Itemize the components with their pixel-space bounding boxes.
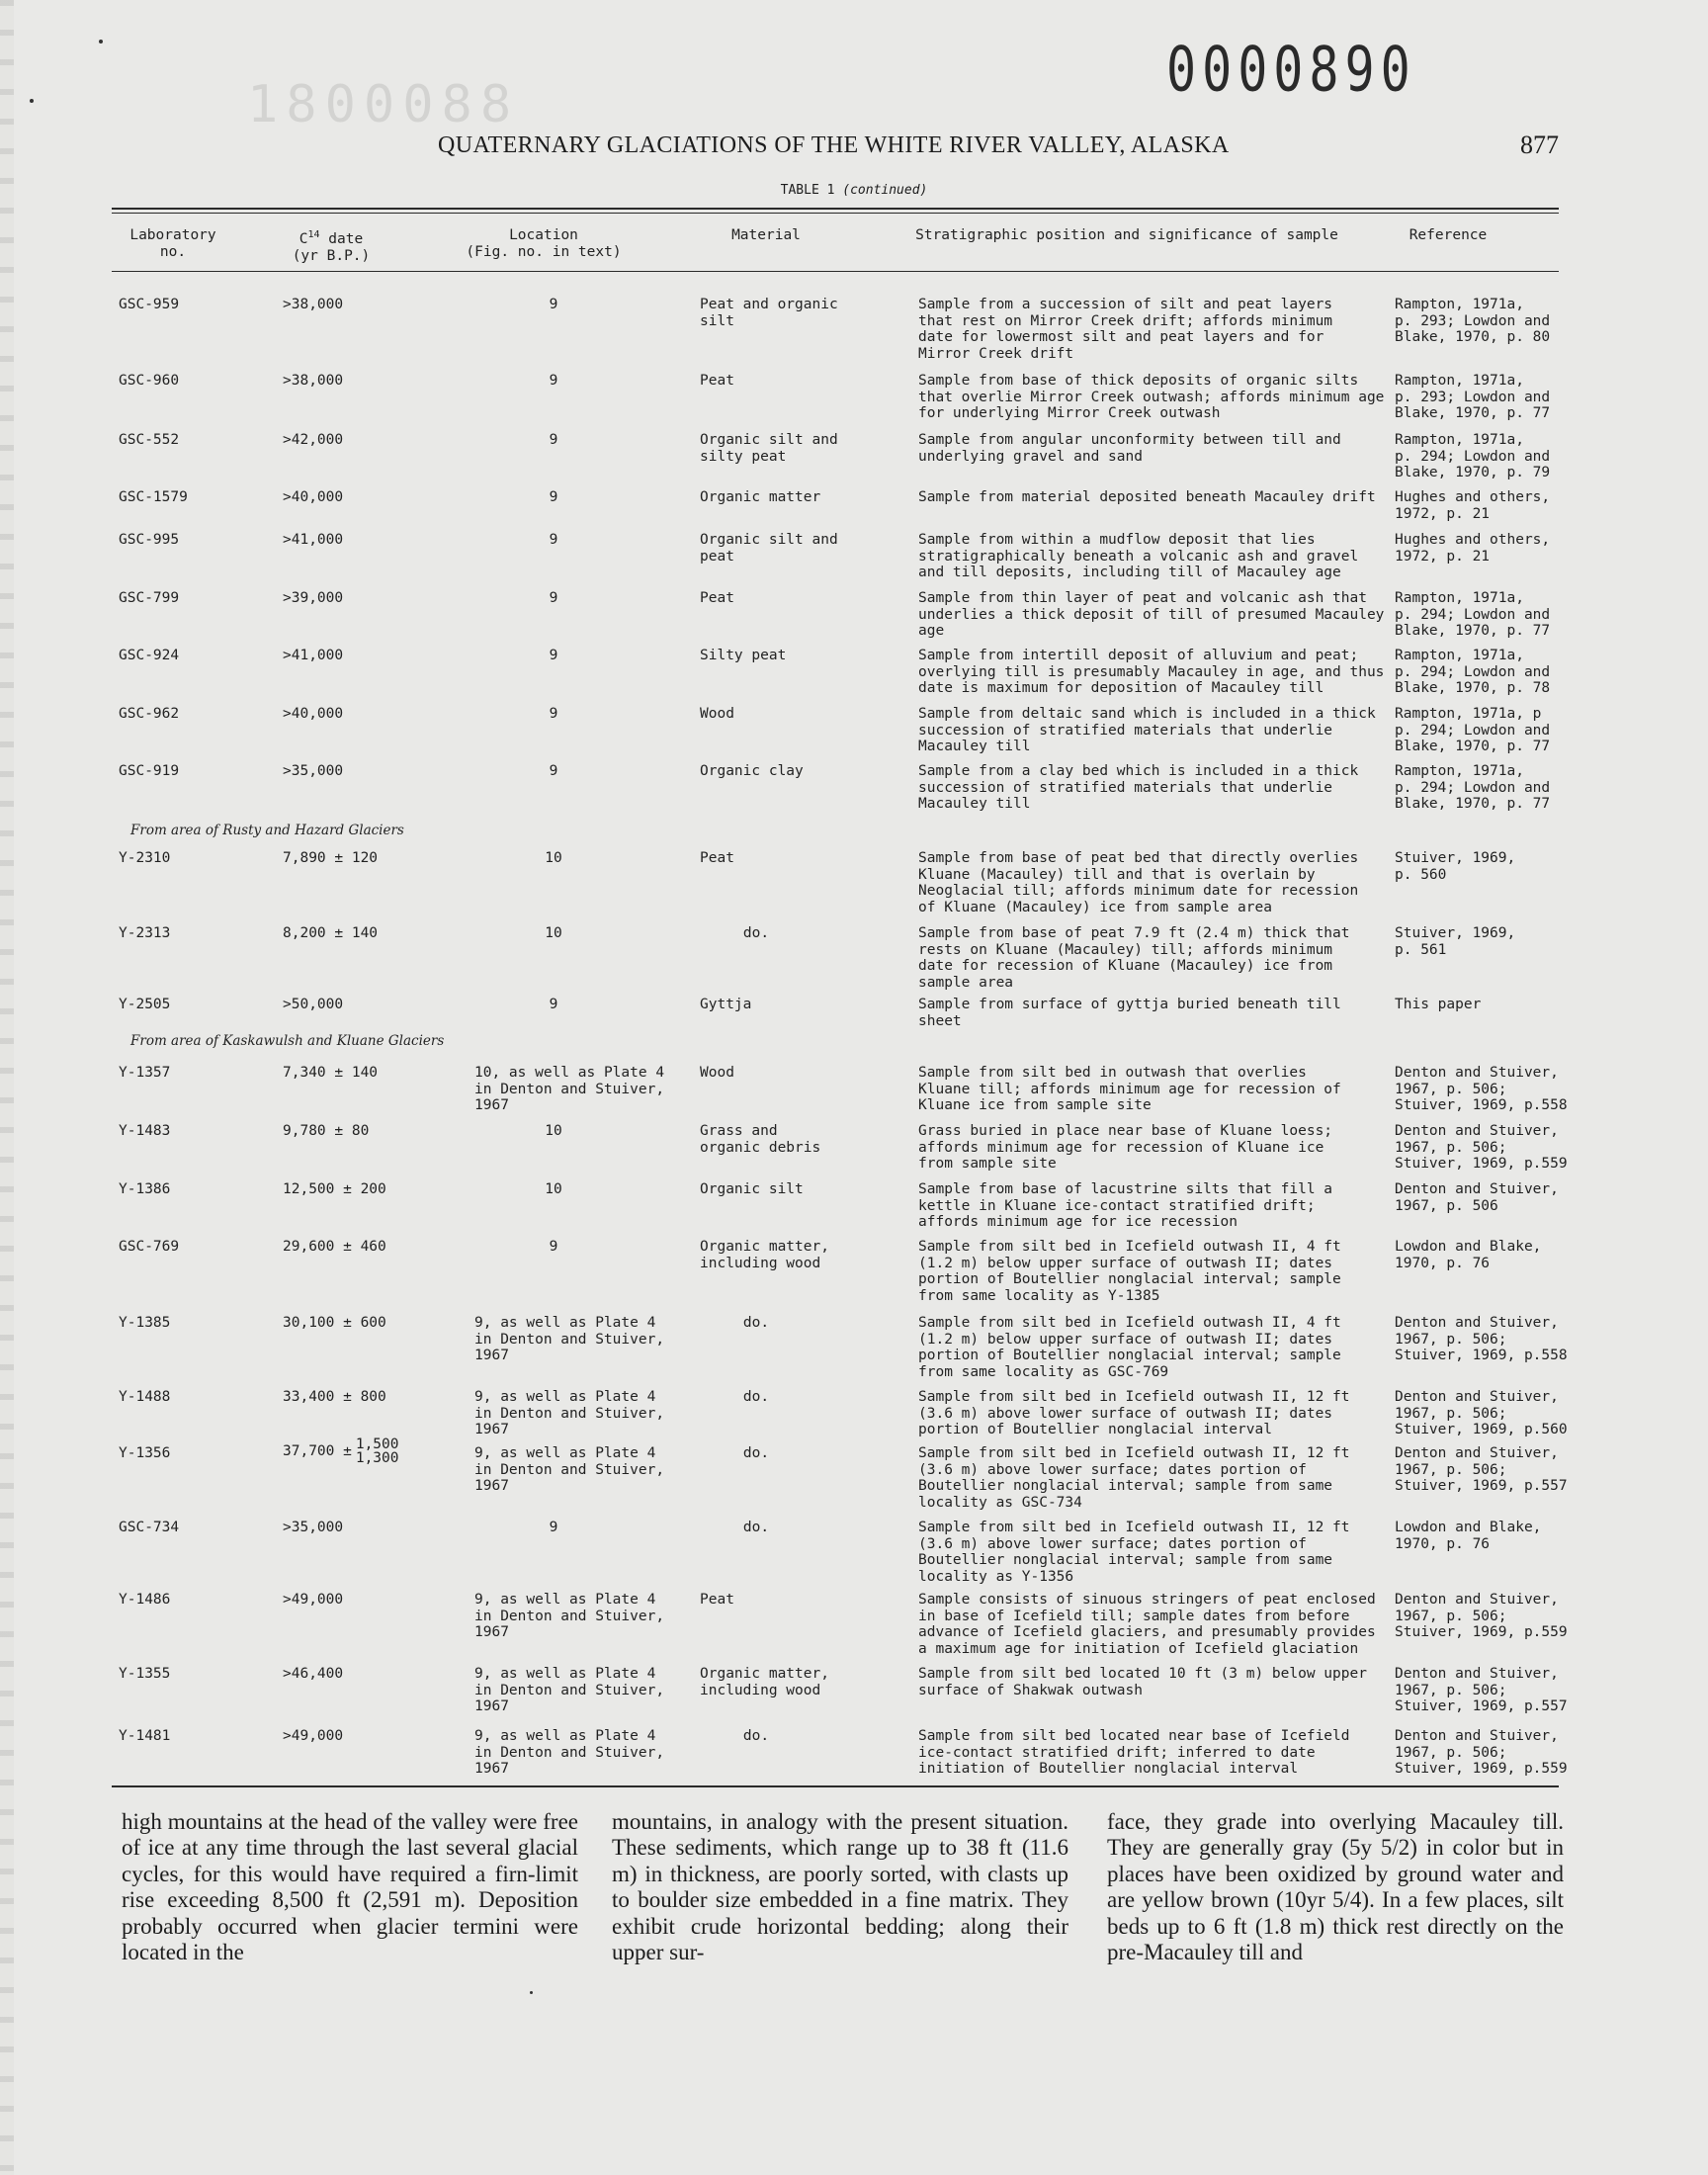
- scanned-sheet-edge: [0, 0, 14, 2175]
- table-cell-lab: Y-1355: [119, 1666, 171, 1682]
- table-cell-loc: 9: [549, 373, 558, 389]
- table-cell-loc: 9: [549, 297, 558, 312]
- table-cell-loc: 10: [545, 925, 562, 941]
- table-cell-mat: do.: [742, 1389, 770, 1405]
- table-cell-loc: 9: [549, 706, 558, 722]
- table-cell-date: >38,000: [283, 297, 344, 312]
- table-cell-strat: Sample from a succession of silt and peat layers that rest on Mirror Creek drift; affords minimum date for lowermost silt and peat layers and for Mirror Creek drift: [918, 297, 1333, 362]
- table-cell-ref: Stuiver, 1969, p. 561: [1395, 925, 1516, 958]
- table-cell-loc: 9: [549, 489, 558, 505]
- table-cell-mat: Peat: [700, 373, 734, 389]
- table-cell-lab: GSC-960: [119, 373, 180, 389]
- table-cell-mat: Peat: [700, 850, 734, 866]
- table-title: [0, 183, 1708, 198]
- table-cell-ref: Rampton, 1971a, p. 293; Lowdon and Blake, 1970, p. 80: [1395, 297, 1551, 345]
- table-cell-mat: Organic matter, including wood: [700, 1239, 829, 1271]
- table-cell-strat: Sample from silt bed in Icefield outwash II, 12 ft (3.6 m) above lower surface of outwash II; dates portion of Boutellier nonglacial interval: [918, 1389, 1350, 1437]
- column-header-reference: Reference: [1409, 227, 1488, 243]
- table-top-rule-thin: [112, 213, 1559, 214]
- table-cell-ref: Rampton, 1971a, p p. 294; Lowdon and Blake, 1970, p. 77: [1395, 706, 1551, 754]
- table-cell-loc: 9, as well as Plate 4 in Denton and Stuiver, 1967: [474, 1666, 665, 1714]
- table-top-rule: [112, 208, 1559, 210]
- table-cell-date: 8,200 ± 140: [283, 925, 379, 941]
- table-cell-lab: GSC-924: [119, 648, 180, 663]
- table-cell-mat: Wood: [700, 1065, 734, 1081]
- table-cell-lab: GSC-799: [119, 590, 180, 606]
- page-number: 877: [1520, 130, 1559, 159]
- table-cell-loc: 9: [549, 763, 558, 779]
- table-section-heading: From area of Rusty and Hazard Glaciers: [130, 823, 404, 838]
- table-cell-loc: 9, as well as Plate 4 in Denton and Stuiver, 1967: [474, 1389, 665, 1437]
- table-cell-date: 7,890 ± 120: [283, 850, 379, 866]
- table-cell-date: >49,000: [283, 1592, 344, 1608]
- table-cell-loc: 9: [549, 1239, 558, 1255]
- table-cell-strat: Sample from base of peat 7.9 ft (2.4 m) thick that rests on Kluane (Macauley) till; affords minimum date for recession of Kluane (Macauley) ice from sample area: [918, 925, 1350, 991]
- table-cell-mat: do.: [742, 1520, 770, 1535]
- table-cell-date: >35,000: [283, 763, 344, 779]
- table-cell-strat: Sample from silt bed in outwash that overlies Kluane till; affords minimum age for recession of Kluane ice from sample site: [918, 1065, 1341, 1113]
- date-asymmetric-error: [356, 1437, 399, 1465]
- table-cell-mat: Gyttja: [700, 997, 752, 1012]
- table-cell-strat: Sample from silt bed in Icefield outwash II, 4 ft (1.2 m) below upper surface of outwash II; dates portion of Boutellier nonglacial interval; sample from same locality as Y-1385: [918, 1239, 1341, 1304]
- date-error-plus: 1,500: [355, 1436, 399, 1452]
- table-cell-lab: Y-1356: [119, 1445, 171, 1461]
- table-cell-date: 9,780 ± 80: [283, 1123, 370, 1139]
- table-cell-strat: Sample from base of lacustrine silts that fill a kettle in Kluane ice-contact stratified drift; affords minimum age for ice recession: [918, 1181, 1333, 1230]
- table-cell-ref: Denton and Stuiver, 1967, p. 506; Stuiver, 1969, p.559: [1395, 1123, 1568, 1172]
- table-cell-loc: 10: [545, 1181, 562, 1197]
- column-header-date: [267, 227, 395, 264]
- table-cell-ref: Hughes and others, 1972, p. 21: [1395, 489, 1551, 522]
- table-cell-strat: Sample from surface of gyttja buried beneath till sheet: [918, 997, 1341, 1029]
- table-cell-mat: Peat: [700, 1592, 734, 1608]
- table-cell-loc: 9, as well as Plate 4 in Denton and Stuiver, 1967: [474, 1445, 665, 1494]
- table-cell-loc: 9: [549, 648, 558, 663]
- table-cell-strat: Sample from intertill deposit of alluvium and peat; overlying till is presumably Macauley in age, and thus date is maximum for deposition of Macauley till: [918, 648, 1385, 696]
- table-cell-strat: Sample from a clay bed which is included in a thick succession of stratified materials that underlie Macauley till: [918, 763, 1359, 812]
- date-header-text: date (yr B.P.): [292, 231, 371, 264]
- table-cell-mat: do.: [742, 1315, 770, 1331]
- table-cell-mat: Organic matter: [700, 489, 821, 505]
- table-cell-mat: Organic clay: [700, 763, 804, 779]
- table-cell-mat: do.: [742, 1445, 770, 1461]
- table-cell-ref: Denton and Stuiver, 1967, p. 506; Stuiver, 1969, p.560: [1395, 1389, 1568, 1437]
- table-cell-ref: Denton and Stuiver, 1967, p. 506; Stuiver, 1969, p.558: [1395, 1065, 1568, 1113]
- column-header-lab: Laboratory no.: [129, 227, 216, 260]
- column-header-stratigraphic: Stratigraphic position and significance of sample: [915, 227, 1338, 243]
- table-header-rule: [112, 271, 1559, 272]
- table-cell-strat: Sample from silt bed in Icefield outwash II, 12 ft (3.6 m) above lower surface; dates portion of Boutellier nonglacial interval; sample from same locality as Y-1356: [918, 1520, 1350, 1585]
- running-head: QUATERNARY GLACIATIONS OF THE WHITE RIVER VALLEY, ALASKA: [438, 132, 1230, 158]
- table-cell-ref: Denton and Stuiver, 1967, p. 506; Stuiver, 1969, p.558: [1395, 1315, 1568, 1363]
- table-cell-loc: 10: [545, 850, 562, 866]
- table-cell-lab: GSC-919: [119, 763, 180, 779]
- table-cell-lab: GSC-1579: [119, 489, 188, 505]
- table-section-heading: From area of Kaskawulsh and Kluane Glaciers: [130, 1033, 445, 1049]
- table-cell-ref: Rampton, 1971a, p. 294; Lowdon and Blake, 1970, p. 77: [1395, 763, 1551, 812]
- body-text-column-1: high mountains at the head of the valley were free of ice at any time through the last several glacial cycles, for this would have required a firn-limit rise exceeding 8,500 ft (2,591 m). Deposition probably occurred when glacier termini were located in the: [122, 1809, 578, 1965]
- table-cell-strat: Sample from silt bed in Icefield outwash II, 4 ft (1.2 m) below upper surface of outwash II; dates portion of Boutellier nonglacial interval; sample from same locality as GSC-769: [918, 1315, 1341, 1380]
- table-cell-date: 30,100 ± 600: [283, 1315, 386, 1331]
- table-cell-mat: Organic silt and silty peat: [700, 432, 838, 465]
- table-cell-ref: Denton and Stuiver, 1967, p. 506; Stuiver, 1969, p.557: [1395, 1666, 1568, 1714]
- date-header-superscript: 14: [307, 229, 320, 240]
- table-cell-lab: Y-1488: [119, 1389, 171, 1405]
- table-cell-date: >40,000: [283, 489, 344, 505]
- table-cell-strat: Sample from within a mudflow deposit that lies stratigraphically beneath a volcanic ash and gravel and till deposits, including till of Macauley age: [918, 532, 1359, 580]
- table-cell-ref: Rampton, 1971a, p. 294; Lowdon and Blake, 1970, p. 77: [1395, 590, 1551, 639]
- table-cell-ref: Lowdon and Blake, 1970, p. 76: [1395, 1520, 1542, 1552]
- table-cell-lab: Y-2310: [119, 850, 171, 866]
- table-cell-strat: Sample from deltaic sand which is included in a thick succession of stratified materials that underlie Macauley till: [918, 706, 1376, 754]
- table-cell-date: >42,000: [283, 432, 344, 448]
- table-cell-lab: GSC-995: [119, 532, 180, 548]
- table-cell-mat: Organic silt and peat: [700, 532, 838, 565]
- table-cell-mat: Grass and organic debris: [700, 1123, 821, 1156]
- scan-speck: [99, 40, 103, 44]
- table-cell-loc: 9: [549, 1520, 558, 1535]
- table-cell-ref: Stuiver, 1969, p. 560: [1395, 850, 1516, 883]
- date-value: 37,700 ±: [283, 1443, 352, 1459]
- table-cell-ref: Rampton, 1971a, p. 294; Lowdon and Blake, 1970, p. 78: [1395, 648, 1551, 696]
- body-text-column-2: mountains, in analogy with the present situation. These sediments, which range up to 38 ft (11.6 m) in thickness, are poorly sorted, with clasts up to boulder size embedded in a fine matrix. They exhibit crude horizontal bedding; along their upper sur-: [612, 1809, 1068, 1965]
- table-cell-date: >49,000: [283, 1728, 344, 1744]
- table-cell-ref: This paper: [1395, 997, 1482, 1012]
- table-cell-lab: GSC-959: [119, 297, 180, 312]
- table-title-suffix: (continued): [842, 183, 928, 198]
- table-cell-loc: 9: [549, 997, 558, 1012]
- table-cell-lab: Y-1357: [119, 1065, 171, 1081]
- table-cell-date: >50,000: [283, 997, 344, 1012]
- table-cell-date: >39,000: [283, 590, 344, 606]
- table-cell-mat: Organic silt: [700, 1181, 804, 1197]
- table-cell-lab: Y-2313: [119, 925, 171, 941]
- table-cell-mat: do.: [742, 925, 770, 941]
- date-error-minus: 1,300: [355, 1450, 399, 1466]
- faint-bleedthrough-number: 1800088: [247, 75, 520, 134]
- body-text-column-3: face, they grade into overlying Macauley till. They are generally gray (5y 5/2) in color but in places have been oxidized by ground water and are yellow brown (10yr 5/4). In a few places, silt beds up to 6 ft (1.8 m) thick rest directly on the pre-Macauley till and: [1107, 1809, 1564, 1965]
- table-bottom-rule: [112, 1785, 1559, 1787]
- table-cell-strat: Sample from silt bed in Icefield outwash II, 12 ft (3.6 m) above lower surface; dates portion of Boutellier nonglacial interval; sample from same locality as GSC-734: [918, 1445, 1350, 1511]
- table-cell-date: >38,000: [283, 373, 344, 389]
- scan-speck: [530, 1991, 533, 1994]
- table-cell-lab: Y-1385: [119, 1315, 171, 1331]
- table-cell-lab: Y-1481: [119, 1728, 171, 1744]
- table-cell-mat: do.: [742, 1728, 770, 1744]
- table-cell-date: 12,500 ± 200: [283, 1181, 386, 1197]
- table-cell-mat: Organic matter, including wood: [700, 1666, 829, 1698]
- table-cell-loc: 9, as well as Plate 4 in Denton and Stuiver, 1967: [474, 1592, 665, 1640]
- table-cell-mat: Peat and organic silt: [700, 297, 838, 329]
- table-cell-loc: 9: [549, 590, 558, 606]
- table-cell-strat: Sample from material deposited beneath Macauley drift: [918, 489, 1376, 505]
- table-cell-strat: Sample from base of thick deposits of organic silts that overlie Mirror Creek outwash; affords minimum age for underlying Mirror Creek outwash: [918, 373, 1385, 421]
- table-cell-lab: Y-2505: [119, 997, 171, 1012]
- table-cell-lab: GSC-769: [119, 1239, 180, 1255]
- column-header-material: Material: [731, 227, 801, 243]
- table-cell-strat: Sample from thin layer of peat and volcanic ash that underlies a thick deposit of till of presumed Macauley age: [918, 590, 1385, 639]
- table-cell-date: >41,000: [283, 648, 344, 663]
- table-cell-lab: Y-1386: [119, 1181, 171, 1197]
- table-cell-lab: GSC-734: [119, 1520, 180, 1535]
- table-title-label: TABLE 1: [780, 183, 835, 198]
- column-header-location: Location (Fig. no. in text): [466, 227, 622, 260]
- table-cell-ref: Hughes and others, 1972, p. 21: [1395, 532, 1551, 565]
- table-cell-loc: 9, as well as Plate 4 in Denton and Stuiver, 1967: [474, 1315, 665, 1363]
- table-cell-lab: GSC-962: [119, 706, 180, 722]
- table-cell-mat: Peat: [700, 590, 734, 606]
- table-cell-strat: Sample from base of peat bed that directly overlies Kluane (Macauley) till and that is overlain by Neoglacial till; affords minimum date for recession of Kluane (Macauley) ice from sample area: [918, 850, 1359, 915]
- table-cell-loc: 9: [549, 532, 558, 548]
- table-cell-date: >41,000: [283, 532, 344, 548]
- table-cell-date: 7,340 ± 140: [283, 1065, 379, 1081]
- table-cell-mat: Silty peat: [700, 648, 787, 663]
- table-cell-ref: Lowdon and Blake, 1970, p. 76: [1395, 1239, 1542, 1271]
- table-cell-date: >46,400: [283, 1666, 344, 1682]
- table-cell-ref: Denton and Stuiver, 1967, p. 506; Stuiver, 1969, p.557: [1395, 1445, 1568, 1494]
- table-cell-strat: Sample consists of sinuous stringers of peat enclosed in base of Icefield till; sample dates from before advance of Icefield glaciers, and presumably provides a maximum age for initiation of Icefield glaciation: [918, 1592, 1376, 1657]
- date-header-c: C: [299, 231, 308, 247]
- archive-stamp-number: 0000890: [1166, 34, 1416, 106]
- table-cell-strat: Sample from silt bed located near base of Icefield ice-contact stratified drift; inferred to date initiation of Boutellier nonglacial interval: [918, 1728, 1350, 1777]
- scan-speck: [30, 99, 34, 103]
- table-cell-date: 29,600 ± 460: [283, 1239, 386, 1255]
- table-cell-loc: 9: [549, 432, 558, 448]
- table-cell-ref: Rampton, 1971a, p. 294; Lowdon and Blake, 1970, p. 79: [1395, 432, 1551, 480]
- table-cell-ref: Denton and Stuiver, 1967, p. 506: [1395, 1181, 1559, 1214]
- table-cell-ref: Denton and Stuiver, 1967, p. 506; Stuiver, 1969, p.559: [1395, 1592, 1568, 1640]
- table-cell-loc: 10, as well as Plate 4 in Denton and Stuiver, 1967: [474, 1065, 665, 1113]
- table-cell-loc: 10: [545, 1123, 562, 1139]
- table-cell-date: >35,000: [283, 1520, 344, 1535]
- table-cell-mat: Wood: [700, 706, 734, 722]
- table-cell-lab: GSC-552: [119, 432, 180, 448]
- table-cell-date: [283, 1437, 399, 1465]
- table-cell-ref: Denton and Stuiver, 1967, p. 506; Stuiver, 1969, p.559: [1395, 1728, 1568, 1777]
- table-cell-date: >40,000: [283, 706, 344, 722]
- table-cell-loc: 9, as well as Plate 4 in Denton and Stuiver, 1967: [474, 1728, 665, 1777]
- table-cell-lab: Y-1486: [119, 1592, 171, 1608]
- table-cell-strat: Sample from angular unconformity between till and underlying gravel and sand: [918, 432, 1341, 465]
- table-cell-date: 33,400 ± 800: [283, 1389, 386, 1405]
- table-cell-strat: Sample from silt bed located 10 ft (3 m) below upper surface of Shakwak outwash: [918, 1666, 1367, 1698]
- table-cell-ref: Rampton, 1971a, p. 293; Lowdon and Blake, 1970, p. 77: [1395, 373, 1551, 421]
- table-cell-lab: Y-1483: [119, 1123, 171, 1139]
- table-cell-strat: Grass buried in place near base of Kluane loess; affords minimum age for recession of Kluane ice from sample site: [918, 1123, 1333, 1172]
